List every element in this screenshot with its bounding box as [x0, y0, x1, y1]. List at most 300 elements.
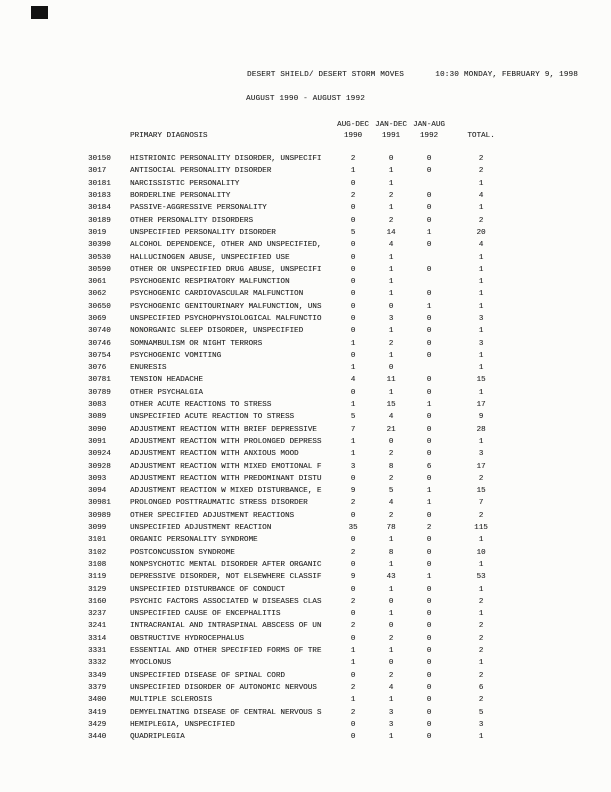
value-1992: 0	[426, 548, 432, 557]
value-total: 53	[476, 573, 486, 582]
value-1990: 0	[350, 204, 356, 213]
table-row	[88, 645, 558, 657]
value-1990: 5	[350, 413, 356, 422]
table-row	[88, 239, 558, 251]
value-1992: 1	[426, 573, 432, 582]
value-1992: 0	[426, 622, 432, 631]
value-1992: 0	[426, 339, 432, 348]
value-total: 1	[478, 253, 484, 262]
value-1991: 5	[388, 487, 394, 496]
value-1991: 4	[388, 241, 394, 250]
diagnosis-code: 3094	[88, 487, 107, 496]
diagnosis-label: UNSPECIFIED CAUSE OF ENCEPHALITIS	[130, 610, 281, 619]
value-1990: 2	[350, 622, 356, 631]
diagnosis-code: 3089	[88, 413, 107, 422]
table-row	[88, 153, 558, 165]
value-1991: 8	[388, 548, 394, 557]
value-total: 17	[476, 462, 486, 471]
value-1990: 0	[350, 327, 356, 336]
diagnosis-code: 30924	[88, 450, 111, 459]
diagnosis-code: 3331	[88, 647, 107, 656]
table-row	[88, 178, 558, 190]
diagnosis-label: PSYCHIC FACTORS ASSOCIATED W DISEASES CLAS	[130, 597, 322, 606]
value-1992: 0	[426, 265, 432, 274]
diagnosis-code: 3440	[88, 733, 107, 742]
value-1990: 0	[350, 733, 356, 742]
diagnosis-label: ADJUSTMENT REACTION WITH BRIEF DEPRESSIVE	[130, 425, 317, 434]
value-1992: 0	[426, 610, 432, 619]
table-row	[88, 214, 558, 226]
diagnosis-label: UNSPECIFIED DISEASE OF SPINAL CORD	[130, 671, 285, 680]
diagnosis-label: OTHER PERSONALITY DISORDERS	[130, 216, 254, 225]
table-row	[88, 276, 558, 288]
value-1990: 0	[350, 585, 356, 594]
value-1990: 0	[350, 634, 356, 643]
table-row	[88, 547, 558, 559]
value-1992: 0	[426, 351, 432, 360]
value-1990: 0	[350, 474, 356, 483]
value-1992: 0	[426, 167, 432, 176]
value-total: 1	[478, 179, 484, 188]
value-1990: 0	[350, 253, 356, 262]
value-1990: 9	[350, 487, 356, 496]
value-1990: 1	[350, 167, 356, 176]
diagnosis-code: 30746	[88, 339, 111, 348]
value-1991: 1	[388, 327, 394, 336]
value-1990: 0	[350, 278, 356, 287]
diagnosis-label: ALCOHOL DEPENDENCE, OTHER AND UNSPECIFIED,	[130, 241, 322, 250]
value-total: 6	[478, 683, 484, 692]
value-1990: 0	[350, 720, 356, 729]
value-1992: 1	[426, 499, 432, 508]
diagnosis-code: 30183	[88, 192, 111, 201]
table-row	[88, 510, 558, 522]
table-row	[88, 337, 558, 349]
column-header-1991-line2: 1991	[381, 131, 401, 140]
value-1991: 1	[388, 610, 394, 619]
diagnosis-label: OTHER SPECIFIED ADJUSTMENT REACTIONS	[130, 511, 295, 520]
value-total: 1	[478, 290, 484, 299]
value-1991: 78	[386, 524, 396, 533]
value-1992: 0	[426, 204, 432, 213]
value-1991: 1	[388, 167, 394, 176]
diagnosis-code: 3332	[88, 659, 107, 668]
value-total: 3	[478, 315, 484, 323]
table-header-row-2	[88, 131, 558, 142]
value-1992: 0	[426, 647, 432, 656]
report-timestamp: 10:30 MONDAY, FEBRUARY 9, 1998	[435, 71, 578, 79]
table-row	[88, 669, 558, 681]
diagnosis-label: PSYCHOGENIC RESPIRATORY MALFUNCTION	[130, 278, 290, 287]
table-header-row-1	[88, 120, 558, 131]
diagnosis-label: UNSPECIFIED DISTURBANCE OF CONDUCT	[130, 585, 285, 594]
diagnosis-label: ADJUSTMENT REACTION WITH PROLONGED DEPRESS	[130, 437, 322, 446]
diagnosis-label: DEPRESSIVE DISORDER, NOT ELSEWHERE CLASSIF	[130, 573, 322, 582]
value-1991: 2	[388, 192, 394, 201]
value-1992: 0	[426, 413, 432, 422]
value-1991: 1	[388, 351, 394, 360]
diagnosis-label: UNSPECIFIED ADJUSTMENT REACTION	[130, 524, 272, 533]
value-1992: 0	[426, 536, 432, 545]
value-1991: 0	[388, 622, 394, 631]
table-row	[88, 522, 558, 534]
value-total: 4	[478, 241, 484, 250]
table-row	[88, 633, 558, 645]
diagnosis-code: 30390	[88, 241, 111, 250]
table-row	[88, 362, 558, 374]
value-1990: 2	[350, 155, 356, 164]
value-1990: 0	[350, 536, 356, 545]
diagnosis-code: 30981	[88, 499, 111, 508]
value-1992: 0	[426, 192, 432, 201]
value-1992: 0	[426, 683, 432, 692]
diagnosis-label: ENURESIS	[130, 364, 167, 373]
value-1992: 2	[426, 524, 432, 533]
diagnosis-code: 30928	[88, 462, 111, 471]
table-row	[88, 264, 558, 276]
column-header-1990-line1: AUG-DEC	[337, 121, 369, 130]
value-1991: 1	[388, 204, 394, 213]
table-row	[88, 190, 558, 202]
table-row	[88, 731, 558, 743]
value-total: 1	[478, 733, 484, 742]
diagnosis-label: ADJUSTMENT REACTION WITH PREDOMINANT DISTU	[130, 474, 322, 483]
diagnosis-code: 3237	[88, 610, 107, 619]
table-row	[88, 436, 558, 448]
value-1992: 1	[426, 228, 432, 237]
value-total: 2	[478, 696, 484, 705]
value-1990: 2	[350, 683, 356, 692]
value-1991: 43	[386, 573, 396, 582]
value-1990: 0	[350, 315, 356, 323]
value-1990: 1	[350, 364, 356, 373]
table-row	[88, 657, 558, 669]
value-total: 2	[478, 167, 484, 176]
value-1990: 1	[350, 339, 356, 348]
diagnosis-label: OBSTRUCTIVE HYDROCEPHALUS	[130, 634, 244, 643]
table-row	[88, 350, 558, 362]
table-row	[88, 706, 558, 718]
value-1991: 1	[388, 647, 394, 656]
value-1990: 2	[350, 597, 356, 606]
diagnosis-code: 30754	[88, 351, 111, 360]
value-1990: 9	[350, 573, 356, 582]
value-1992: 0	[426, 290, 432, 299]
value-total: 7	[478, 499, 484, 508]
value-total: 1	[478, 388, 484, 397]
value-total: 17	[476, 401, 486, 410]
value-total: 2	[478, 155, 484, 164]
diagnosis-code: 3083	[88, 401, 107, 410]
value-1990: 0	[350, 302, 356, 311]
diagnosis-code: 3349	[88, 671, 107, 680]
diagnosis-code: 30650	[88, 302, 111, 311]
diagnosis-code: 3090	[88, 425, 107, 434]
value-total: 2	[478, 597, 484, 606]
diagnosis-label: SOMNAMBULISM OR NIGHT TERRORS	[130, 339, 263, 348]
value-1991: 21	[386, 425, 396, 434]
diagnosis-code: 3429	[88, 720, 107, 729]
diagnosis-label: TENSION HEADACHE	[130, 376, 203, 385]
value-1992: 0	[426, 708, 432, 717]
diagnosis-label: ADJUSTMENT REACTION W MIXED DISTURBANCE, E	[130, 487, 322, 496]
diagnosis-label: HEMIPLEGIA, UNSPECIFIED	[130, 720, 235, 729]
diagnosis-code: 3101	[88, 536, 107, 545]
diagnosis-label: ADJUSTMENT REACTION WITH ANXIOUS MOOD	[130, 450, 299, 459]
table-row	[88, 559, 558, 571]
table-row	[88, 165, 558, 177]
table-row	[88, 497, 558, 509]
value-1992: 0	[426, 155, 432, 164]
value-total: 115	[474, 524, 488, 533]
value-1992: 0	[426, 720, 432, 729]
diagnosis-label: HISTRIONIC PERSONALITY DISORDER, UNSPECIFI	[130, 155, 322, 164]
table-row	[88, 460, 558, 472]
value-1990: 3	[350, 462, 356, 471]
table-row	[88, 473, 558, 485]
table-row	[88, 534, 558, 546]
value-total: 2	[478, 671, 484, 680]
value-1991: 2	[388, 216, 394, 225]
diagnosis-code: 3069	[88, 315, 107, 323]
value-total: 20	[476, 228, 486, 237]
diagnosis-label: OTHER PSYCHALGIA	[130, 388, 203, 397]
diagnosis-label: INTRACRANIAL AND INTRASPINAL ABSCESS OF UN	[130, 622, 322, 631]
table-row	[88, 596, 558, 608]
value-total: 2	[478, 474, 484, 483]
diagnosis-column-header: PRIMARY DIAGNOSIS	[130, 131, 208, 140]
table-row	[88, 682, 558, 694]
diagnosis-code: 3241	[88, 622, 107, 631]
value-1992: 0	[426, 659, 432, 668]
table-row	[88, 325, 558, 337]
diagnosis-code: 3129	[88, 585, 107, 594]
value-1992: 0	[426, 450, 432, 459]
value-1991: 0	[388, 302, 394, 311]
column-header-1991-line1: JAN-DEC	[375, 121, 407, 130]
diagnosis-code: 3093	[88, 474, 107, 483]
diagnosis-code: 30789	[88, 388, 111, 397]
diagnosis-code: 3419	[88, 708, 107, 717]
diagnosis-code: 3061	[88, 278, 107, 287]
diagnosis-code: 3099	[88, 524, 107, 533]
value-1990: 0	[350, 241, 356, 250]
value-1992: 1	[426, 401, 432, 410]
value-1991: 0	[388, 437, 394, 446]
value-1992: 0	[426, 634, 432, 643]
value-1990: 0	[350, 290, 356, 299]
value-1990: 0	[350, 671, 356, 680]
diagnosis-label: ORGANIC PERSONALITY SYNDROME	[130, 536, 258, 545]
value-1991: 1	[388, 278, 394, 287]
diagnosis-label: PASSIVE-AGGRESSIVE PERSONALITY	[130, 204, 267, 213]
diagnosis-label: PSYCHOGENIC VOMITING	[130, 351, 222, 360]
value-total: 1	[478, 302, 484, 311]
diagnosis-label: MULTIPLE SCLEROSIS	[130, 696, 213, 705]
column-header-1992-line1: JAN-AUG	[413, 121, 445, 130]
value-1991: 2	[388, 634, 394, 643]
value-1990: 1	[350, 450, 356, 459]
value-1992: 0	[426, 585, 432, 594]
value-1991: 1	[388, 290, 394, 299]
diagnosis-code: 3091	[88, 437, 107, 446]
table-row	[88, 202, 558, 214]
value-1992: 0	[426, 733, 432, 742]
value-1991: 4	[388, 499, 394, 508]
value-1990: 1	[350, 437, 356, 446]
value-1992: 0	[426, 388, 432, 397]
value-1991: 2	[388, 339, 394, 348]
diagnosis-table	[88, 120, 558, 743]
value-1991: 4	[388, 683, 394, 692]
value-1990: 4	[350, 376, 356, 385]
value-1991: 14	[386, 228, 396, 237]
value-total: 1	[478, 536, 484, 545]
value-1990: 0	[350, 216, 356, 225]
diagnosis-label: PROLONGED POSTTRAUMATIC STRESS DISORDER	[130, 499, 308, 508]
diagnosis-code: 30989	[88, 511, 111, 520]
value-1991: 2	[388, 671, 394, 680]
value-1992: 1	[426, 487, 432, 496]
value-1992: 0	[426, 437, 432, 446]
diagnosis-code: 3400	[88, 696, 107, 705]
value-total: 5	[478, 708, 484, 717]
report-title: DESERT SHIELD/ DESERT STORM MOVES	[247, 71, 404, 79]
value-total: 4	[478, 192, 484, 201]
value-1991: 11	[386, 376, 396, 385]
value-total: 3	[478, 720, 484, 729]
value-1990: 1	[350, 659, 356, 668]
value-total: 2	[478, 647, 484, 656]
table-row	[88, 424, 558, 436]
value-total: 1	[478, 265, 484, 274]
value-total: 1	[478, 278, 484, 287]
value-1991: 3	[388, 720, 394, 729]
table-row	[88, 571, 558, 583]
diagnosis-label: MYOCLONUS	[130, 659, 172, 668]
report-subtitle: AUGUST 1990 - AUGUST 1992	[246, 95, 365, 103]
diagnosis-label: NARCISSISTIC PERSONALITY	[130, 179, 240, 188]
diagnosis-label: UNSPECIFIED ACUTE REACTION TO STRESS	[130, 413, 295, 422]
value-1990: 1	[350, 647, 356, 656]
value-1990: 0	[350, 610, 356, 619]
value-total: 1	[478, 327, 484, 336]
diagnosis-code: 30781	[88, 376, 111, 385]
value-1990: 2	[350, 548, 356, 557]
diagnosis-code: 30530	[88, 253, 111, 262]
value-1990: 7	[350, 425, 356, 434]
value-1992: 1	[426, 302, 432, 311]
value-1991: 3	[388, 315, 394, 323]
value-1991: 0	[388, 155, 394, 164]
table-row	[88, 374, 558, 386]
value-1991: 1	[388, 179, 394, 188]
value-1991: 1	[388, 388, 394, 397]
value-1991: 0	[388, 659, 394, 668]
diagnosis-code: 3102	[88, 548, 107, 557]
value-1992: 0	[426, 315, 432, 323]
scan-artifact	[31, 6, 48, 19]
table-row	[88, 719, 558, 731]
table-body	[88, 153, 558, 743]
value-1992: 0	[426, 560, 432, 569]
value-total: 28	[476, 425, 486, 434]
value-1992: 0	[426, 327, 432, 336]
diagnosis-code: 30189	[88, 216, 111, 225]
value-1990: 1	[350, 696, 356, 705]
diagnosis-label: NONORGANIC SLEEP DISORDER, UNSPECIFIED	[130, 327, 304, 336]
value-total: 1	[478, 204, 484, 213]
diagnosis-label: HALLUCINOGEN ABUSE, UNSPECIFIED USE	[130, 253, 290, 262]
diagnosis-code: 30184	[88, 204, 111, 213]
table-row	[88, 411, 558, 423]
value-1992: 0	[426, 216, 432, 225]
value-1990: 0	[350, 265, 356, 274]
value-1992: 6	[426, 462, 432, 471]
diagnosis-code: 3379	[88, 683, 107, 692]
value-total: 15	[476, 487, 486, 496]
value-1990: 0	[350, 388, 356, 397]
value-1990: 2	[350, 708, 356, 717]
diagnosis-code: 30590	[88, 265, 111, 274]
diagnosis-code: 3017	[88, 167, 107, 176]
diagnosis-label: OTHER OR UNSPECIFIED DRUG ABUSE, UNSPECIFI	[130, 265, 322, 274]
diagnosis-label: DEMYELINATING DISEASE OF CENTRAL NERVOUS S	[130, 708, 322, 717]
value-total: 1	[478, 351, 484, 360]
value-total: 1	[478, 560, 484, 569]
diagnosis-code: 3108	[88, 560, 107, 569]
diagnosis-label: NONPSYCHOTIC MENTAL DISORDER AFTER ORGANIC	[130, 560, 322, 569]
diagnosis-label: BORDERLINE PERSONALITY	[130, 192, 231, 201]
table-row	[88, 227, 558, 239]
value-total: 2	[478, 511, 484, 520]
value-1992: 0	[426, 425, 432, 434]
diagnosis-label: UNSPECIFIED DISORDER OF AUTONOMIC NERVOUS	[130, 683, 317, 692]
value-total: 1	[478, 585, 484, 594]
value-1992: 0	[426, 241, 432, 250]
value-1990: 0	[350, 351, 356, 360]
diagnosis-label: UNSPECIFIED PSYCHOPHYSIOLOGICAL MALFUNCTIO	[130, 315, 322, 323]
value-1990: 0	[350, 511, 356, 520]
column-header-1992-line2: 1992	[419, 131, 439, 140]
diagnosis-label: QUADRIPLEGIA	[130, 733, 185, 742]
diagnosis-label: ADJUSTMENT REACTION WITH MIXED EMOTIONAL F	[130, 462, 322, 471]
value-1992: 0	[426, 511, 432, 520]
value-1991: 1	[388, 265, 394, 274]
value-total: 10	[476, 548, 486, 557]
table-row	[88, 694, 558, 706]
value-1991: 8	[388, 462, 394, 471]
value-1991: 3	[388, 708, 394, 717]
value-1992: 0	[426, 671, 432, 680]
value-1990: 0	[350, 560, 356, 569]
diagnosis-label: ESSENTIAL AND OTHER SPECIFIED FORMS OF TRE	[130, 647, 322, 656]
value-total: 2	[478, 216, 484, 225]
table-row	[88, 251, 558, 263]
value-1990: 2	[350, 499, 356, 508]
value-1991: 1	[388, 696, 394, 705]
value-1991: 0	[388, 364, 394, 373]
value-1991: 0	[388, 597, 394, 606]
value-1992: 0	[426, 474, 432, 483]
table-row	[88, 620, 558, 632]
value-1990: 1	[350, 401, 356, 410]
diagnosis-code: 3119	[88, 573, 107, 582]
value-1991: 1	[388, 733, 394, 742]
value-1992: 0	[426, 597, 432, 606]
value-total: 15	[476, 376, 486, 385]
value-1991: 2	[388, 511, 394, 520]
